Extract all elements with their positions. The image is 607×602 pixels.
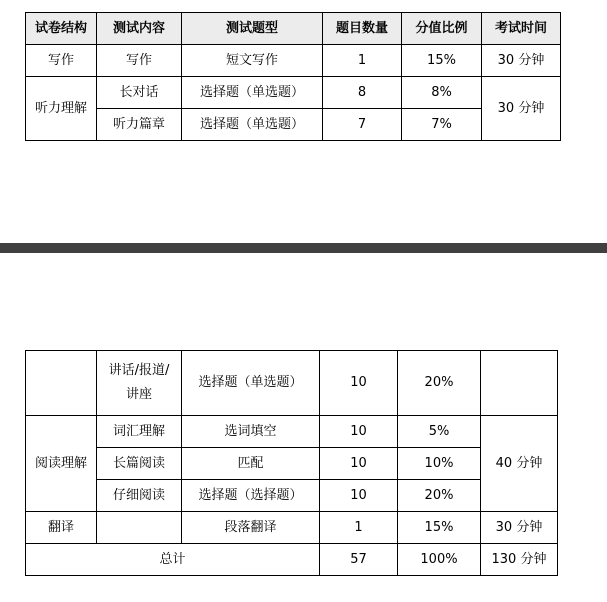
cell-type: 短文写作 <box>182 45 323 77</box>
cell-structure: 阅读理解 <box>26 416 97 512</box>
header-type: 测试题型 <box>182 13 323 45</box>
total-ratio: 100% <box>398 544 481 576</box>
table-row <box>26 109 561 141</box>
table-row <box>26 480 558 512</box>
total-time: 130 分钟 <box>481 544 558 576</box>
cell-ratio: 5% <box>398 416 481 448</box>
cell-count: 7 <box>323 109 402 141</box>
table-row <box>26 45 561 77</box>
cell-content: 仔细阅读 <box>97 480 182 512</box>
cell-type: 选择题（选择题） <box>182 480 320 512</box>
cell-time: 30 分钟 <box>482 77 561 141</box>
cell-type: 匹配 <box>182 448 320 480</box>
cell-ratio: 20% <box>398 480 481 512</box>
cell-count: 1 <box>320 512 398 544</box>
cell-content <box>97 512 182 544</box>
cell-count: 10 <box>320 416 398 448</box>
cell-content: 长篇阅读 <box>97 448 182 480</box>
table-row <box>26 416 558 448</box>
cell-time: 30 分钟 <box>482 45 561 77</box>
table-row <box>26 448 558 480</box>
cell-structure: 写作 <box>26 45 97 77</box>
cell-ratio: 10% <box>398 448 481 480</box>
cell-count: 10 <box>320 448 398 480</box>
cell-type: 选择题（单选题） <box>182 351 320 416</box>
cell-content <box>97 351 182 416</box>
cell-content: 长对话 <box>97 77 182 109</box>
exam-structure-table-bottom <box>25 350 558 576</box>
table-row <box>26 77 561 109</box>
cell-structure: 翻译 <box>26 512 97 544</box>
cell-structure <box>26 351 97 416</box>
total-count: 57 <box>320 544 398 576</box>
header-row <box>26 13 561 45</box>
cell-count: 10 <box>320 480 398 512</box>
cell-type: 选词填空 <box>182 416 320 448</box>
cell-type: 段落翻译 <box>182 512 320 544</box>
exam-structure-table-top <box>25 12 561 141</box>
header-content: 测试内容 <box>97 13 182 45</box>
header-ratio: 分值比例 <box>402 13 482 45</box>
cell-ratio: 20% <box>398 351 481 416</box>
cell-type: 选择题（单选题） <box>182 109 323 141</box>
table-row <box>26 351 558 416</box>
header-time: 考试时间 <box>482 13 561 45</box>
cell-content-line: 讲座 <box>125 387 152 402</box>
cell-time <box>481 351 558 416</box>
cell-count: 10 <box>320 351 398 416</box>
page-separator <box>0 243 607 253</box>
cell-ratio: 7% <box>402 109 482 141</box>
header-structure: 试卷结构 <box>26 13 97 45</box>
cell-count: 1 <box>323 45 402 77</box>
cell-ratio: 8% <box>402 77 482 109</box>
cell-count: 8 <box>323 77 402 109</box>
cell-content: 听力篇章 <box>97 109 182 141</box>
cell-time: 40 分钟 <box>481 416 558 512</box>
total-label: 总计 <box>26 544 320 576</box>
cell-content: 写作 <box>97 45 182 77</box>
cell-time: 30 分钟 <box>481 512 558 544</box>
cell-content: 词汇理解 <box>97 416 182 448</box>
cell-ratio: 15% <box>398 512 481 544</box>
total-row <box>26 544 558 576</box>
cell-structure: 听力理解 <box>26 77 97 141</box>
cell-content-line: 讲话/报道/ <box>108 363 170 378</box>
header-count: 题目数量 <box>323 13 402 45</box>
table-row <box>26 512 558 544</box>
cell-ratio: 15% <box>402 45 482 77</box>
cell-type: 选择题（单选题） <box>182 77 323 109</box>
